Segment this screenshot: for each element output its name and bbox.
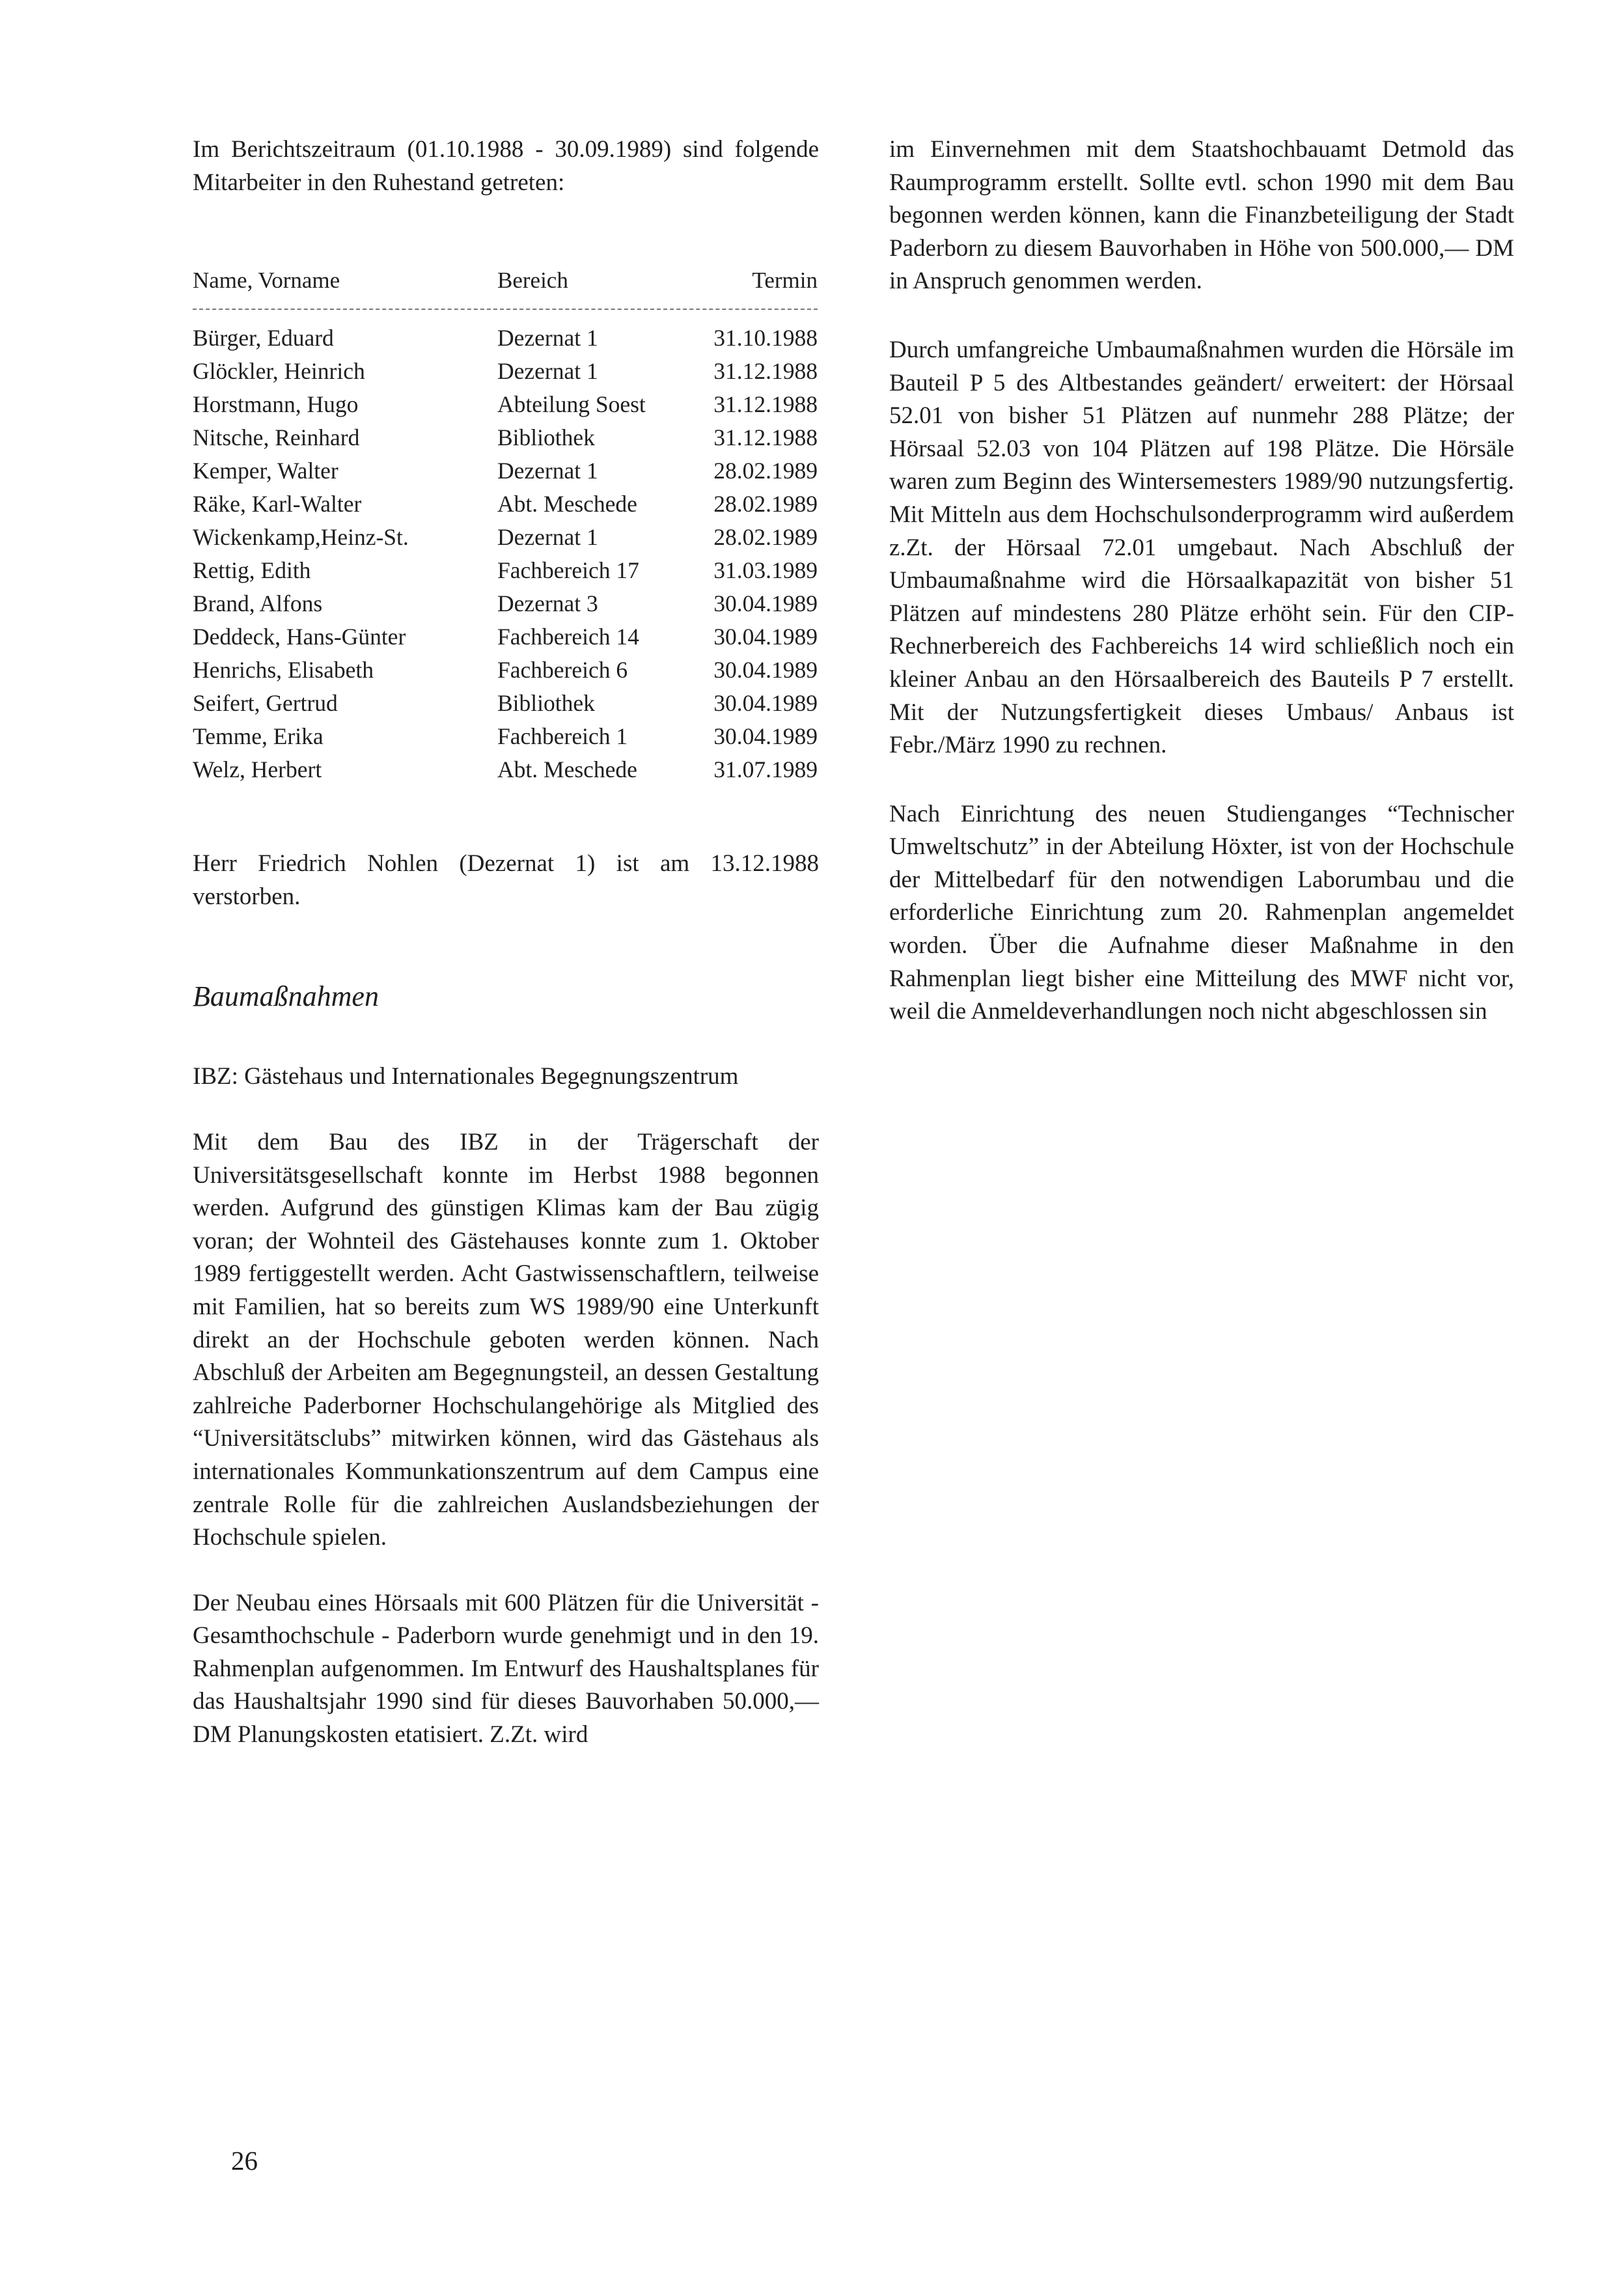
date-cell: 28.02.1989 xyxy=(713,524,818,551)
area-cell: Dezernat 1 xyxy=(497,458,598,484)
name-cell: Welz, Herbert xyxy=(193,756,322,783)
intro-paragraph: Im Berichtszeitraum (01.10.1988 - 30.09.1989) sind folgende Mitarbeiter in den Ruhestand getreten: xyxy=(193,136,819,196)
date-cell: 28.02.1989 xyxy=(713,491,818,518)
name-cell: Horstmann, Hugo xyxy=(193,391,359,418)
date-cell: 30.04.1989 xyxy=(713,657,818,684)
retirees-table xyxy=(193,264,818,786)
table-row xyxy=(193,687,818,720)
page-number: 26 xyxy=(231,2146,258,2176)
table-row xyxy=(193,355,818,388)
renovation-paragraph: Durch umfangreiche Umbaumaßnahmen wurden die Hörsäle im Bauteil P 5 des Altbestandes geändert/ erweitert: der Hörsaal 52.01 von bisher 51 Plätzen auf nunmehr 288 Plätze; der Hörsaal 52.03 von 104 Plätzen auf 198 Plätze. Die Hörsäle waren zum Beginn des Wintersemesters 1989/90 nutzungsfertig. Mit Mitteln aus dem Hochschulsonderprogramm wird außerdem z.Zt. der Hörsaal 72.01 umgebaut. Nach Abschluß der Umbaumaßnahme wird die Hörsaalkapazität von bisher 51 Plätzen auf mindestens 280 Plätze erhöht sein. Für den CIP-Rechnerbereich des Fachbereichs 14 wird schließlich noch ein kleiner Anbau an den Hörsaalbereich des Bauteils P 7 erstellt. Mit der Nutzungsfertigkeit dieses Umbaus/ Anbaus ist Febr./März 1990 zu rechnen. xyxy=(889,336,1514,759)
date-cell: 30.04.1989 xyxy=(713,723,818,750)
left-column xyxy=(193,133,819,1752)
header-name: Name, Vorname xyxy=(193,268,340,294)
area-cell: Dezernat 1 xyxy=(497,358,598,385)
table-row xyxy=(193,587,818,620)
table-row xyxy=(193,388,818,421)
table-row xyxy=(193,753,818,786)
table-row xyxy=(193,620,818,654)
name-cell: Temme, Erika xyxy=(193,723,324,750)
table-row xyxy=(193,521,818,554)
area-cell: Dezernat 3 xyxy=(497,590,598,617)
area-cell: Abt. Meschede xyxy=(497,491,637,518)
date-cell: 31.12.1988 xyxy=(713,391,818,418)
area-cell: Dezernat 1 xyxy=(497,325,598,352)
name-cell: Bürger, Eduard xyxy=(193,325,334,352)
date-cell: 31.12.1988 xyxy=(713,358,818,385)
area-cell: Dezernat 1 xyxy=(497,524,598,551)
table-row xyxy=(193,654,818,687)
area-cell: Bibliothek xyxy=(497,690,595,717)
table-row xyxy=(193,554,818,587)
area-cell: Fachbereich 1 xyxy=(497,723,628,750)
date-cell: 30.04.1989 xyxy=(713,690,818,717)
lecture-hall-paragraph: Der Neubau eines Hörsaals mit 600 Plätzen für die Universität - Gesamthochschule - Paderborn wurde genehmigt und in den 19. Rahmenplan aufgenommen. Im Entwurf des Haushaltsplanes für das Haushaltsjahr 1990 sind für dieses Bauvorhaben 50.000,— DM Planungskosten etatisiert. Z.Zt. wird xyxy=(193,1589,819,1749)
subheading: IBZ: Gästehaus und Internationales Begegnungszentrum xyxy=(193,1063,739,1090)
area-cell: Abteilung Soest xyxy=(497,391,646,418)
table-body xyxy=(193,322,818,786)
name-cell: Deddeck, Hans-Günter xyxy=(193,624,406,650)
table-row xyxy=(193,488,818,521)
area-cell: Bibliothek xyxy=(497,424,595,451)
table-header xyxy=(193,264,818,297)
area-cell: Fachbereich 17 xyxy=(497,557,639,584)
name-cell: Räke, Karl-Walter xyxy=(193,491,362,518)
ibz-paragraph: Mit dem Bau des IBZ in der Trägerschaft der Universitätsgesellschaft konnte im Herbst 1988 begonnen werden. Aufgrund des günstigen Klimas kam der Bau zügig voran; der Wohnteil des Gästehauses konnte zum 1. Oktober 1989 fertiggestellt werden. Acht Gastwissenschaftlern, teilweise mit Familien, hat so bereits zum WS 1989/90 eine Unterkunft direkt an der Hochschule geboten werden können. Nach Abschluß der Arbeiten am Begegnungsteil, an dessen Gestaltung zahlreiche Paderborner Hochschulangehörige als Mitglied des “Universitätsclubs” mitwirken können, wird das Gästehaus als internationales Kommunkationszentrum auf dem Campus eine zentrale Rolle für die zahlreichen Auslandsbeziehungen der Hochschule spielen. xyxy=(193,1128,819,1551)
name-cell: Henrichs, Elisabeth xyxy=(193,657,374,684)
right-column xyxy=(889,133,1514,1029)
date-cell: 31.07.1989 xyxy=(713,756,818,783)
date-cell: 28.02.1989 xyxy=(713,458,818,484)
name-cell: Nitsche, Reinhard xyxy=(193,424,360,451)
name-cell: Kemper, Walter xyxy=(193,458,338,484)
name-cell: Seifert, Gertrud xyxy=(193,690,338,717)
death-notice: Herr Friedrich Nohlen (Dezernat 1) ist am 13.12.1988 verstorben. xyxy=(193,850,819,910)
name-cell: Glöckler, Heinrich xyxy=(193,358,365,385)
area-cell: Fachbereich 14 xyxy=(497,624,639,650)
section-heading: Baumaßnahmen xyxy=(193,980,379,1013)
header-area: Bereich xyxy=(497,268,568,294)
table-row xyxy=(193,421,818,454)
table-row xyxy=(193,720,818,753)
name-cell: Wickenkamp,Heinz-St. xyxy=(193,524,409,551)
table-row xyxy=(193,322,818,355)
planning-paragraph: im Einvernehmen mit dem Staatshochbauamt Detmold das Raumprogramm erstellt. Sollte evtl. schon 1990 mit dem Bau begonnen werden können, kann die Finanzbeteiligung der Stadt Paderborn zu diesem Bauvorhaben in Höhe von 500.000,— DM in Anspruch genommen werden. xyxy=(889,136,1514,295)
date-cell: 31.12.1988 xyxy=(713,424,818,451)
area-cell: Fachbereich 6 xyxy=(497,657,628,684)
date-cell: 30.04.1989 xyxy=(713,590,818,617)
hoexter-paragraph: Nach Einrichtung des neuen Studienganges “Technischer Umweltschutz” in der Abteilung Höxter, ist von der Hochschule der Mittelbedarf für den notwendigen Laborumbau und die erforderliche Einrichtung zum 20. Rahmenplan angemeldet worden. Über die Aufnahme dieser Maßnahme in den Rahmenplan liegt bisher eine Mitteilung des MWF nicht vor, weil die Anmeldeverhandlungen noch nicht abgeschlossen sin xyxy=(889,800,1514,1025)
table-divider xyxy=(193,309,818,310)
header-date: Termin xyxy=(752,268,818,294)
name-cell: Rettig, Edith xyxy=(193,557,311,584)
date-cell: 31.10.1988 xyxy=(713,325,818,352)
name-cell: Brand, Alfons xyxy=(193,590,323,617)
date-cell: 31.03.1989 xyxy=(713,557,818,584)
date-cell: 30.04.1989 xyxy=(713,624,818,650)
table-row xyxy=(193,454,818,488)
area-cell: Abt. Meschede xyxy=(497,756,637,783)
